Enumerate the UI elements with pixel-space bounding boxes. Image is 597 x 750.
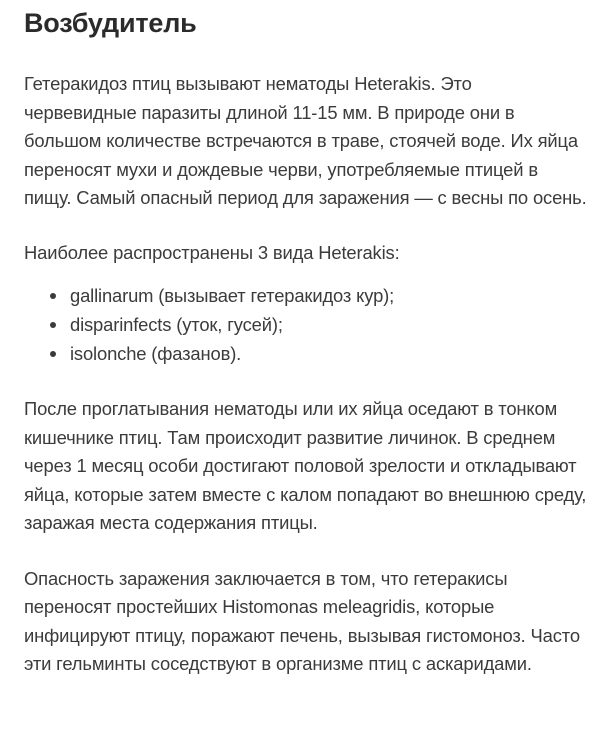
paragraph-intro: Гетеракидоз птиц вызывают нематоды Heterakis. Это червевидные паразиты длиной 11-15 мм. В природе они в большом количестве встречаются в траве, стоячей воде. Их яйца переносят мухи и дождевые черви, употребляемые птицей в пищу. Самый опасный период для заражения — с весны по осень. bbox=[24, 73, 587, 208]
list-item: gallinarum (вызывает гетеракидоз кур); bbox=[70, 281, 587, 310]
paragraph-lifecycle: После проглатывания нематоды или их яйца оседают в тонком кишечнике птиц. Там происходит развитие личинок. В среднем через 1 месяц особи достигают половой зрелости и откладывают яйца, которые затем вместе с калом попадают во внешнюю среду, заражая места содержания птицы. bbox=[24, 398, 587, 533]
section-heading: Возбудитель bbox=[24, 8, 197, 38]
species-list bbox=[24, 281, 587, 368]
list-item: isolonche (фазанов). bbox=[70, 339, 587, 368]
paragraph-species-intro: Наиболее распространены 3 вида Heterakis: bbox=[24, 241, 400, 263]
paragraph-danger: Опасность заражения заключается в том, что гетеракисы переносят простейших Histomonas meleagridis, которые инфицируют птицу, поражают печень, вызывая гистомоноз. Часто эти гельминты соседствуют в организме птиц с аскаридами. bbox=[24, 567, 580, 674]
list-item: disparinfects (уток, гусей); bbox=[70, 310, 587, 339]
